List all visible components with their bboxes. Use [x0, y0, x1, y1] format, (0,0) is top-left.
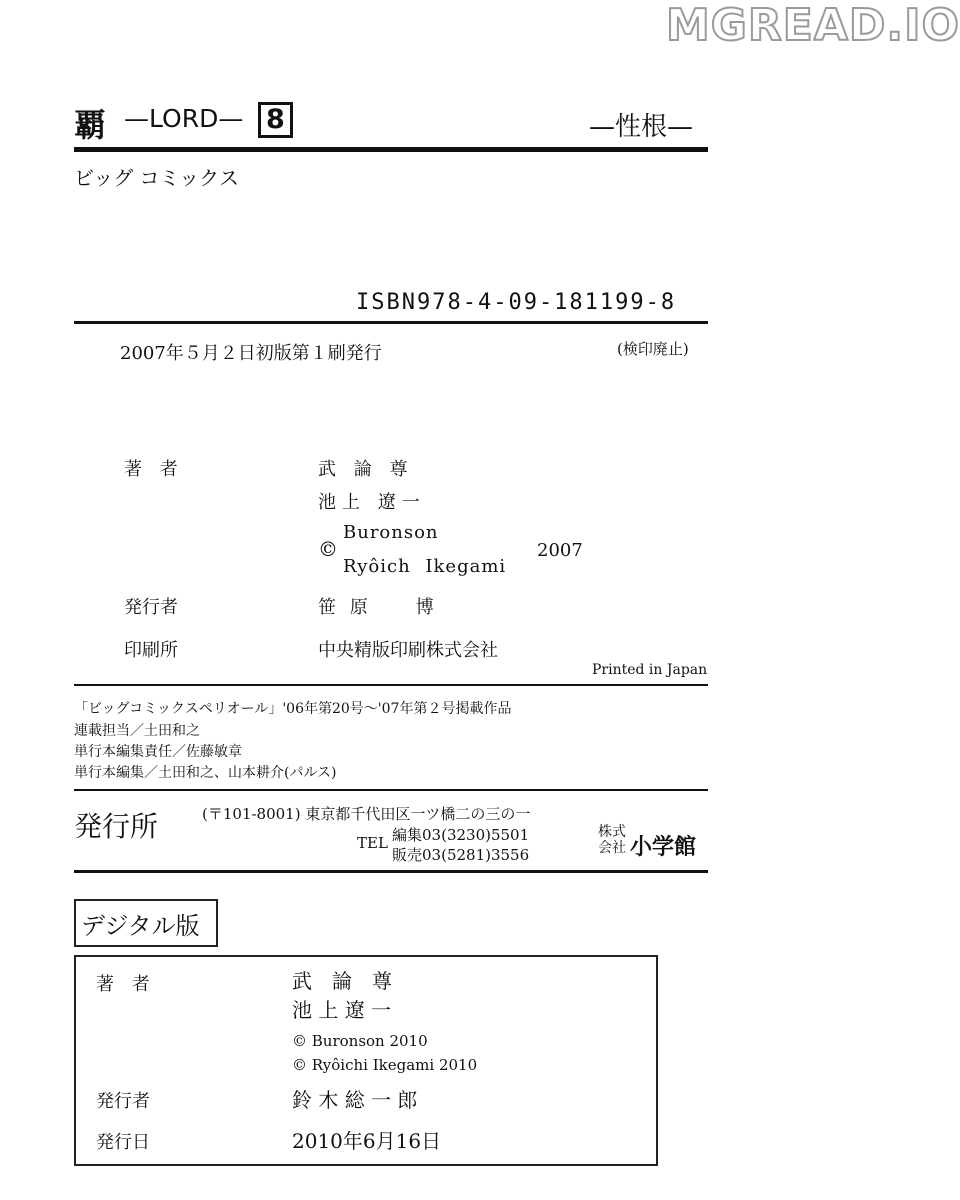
printer-name: 中央精版印刷株式会社 [318, 640, 498, 661]
digital-author-name-1: 武 論 尊 [292, 969, 392, 993]
subtitle: —性根— [589, 112, 694, 142]
publisher-name: 笹 原 博 [318, 597, 438, 618]
imprint-label: ビッグ コミックス [74, 166, 239, 190]
serialization-line-2: 連載担当／土田和之 [74, 723, 200, 739]
digital-heading: デジタル版 [81, 912, 200, 940]
digital-publisher-name: 鈴 木 総 一 郎 [292, 1088, 418, 1112]
volume-number: 8 [258, 102, 293, 138]
edition-date: 2007年５月２日初版第１刷発行 [120, 343, 382, 364]
digital-publisher-label: 発行者 [96, 1091, 150, 1112]
digital-date-label: 発行日 [96, 1132, 150, 1153]
publisher-office-label: 発行所 [74, 810, 159, 843]
publisher-address: (〒101-8001) 東京都千代田区一ツ橋二の三の一 [202, 805, 531, 823]
isbn-rule [74, 321, 708, 324]
serialization-line-4: 単行本編集／土田和之、山本耕介(パルス) [74, 765, 337, 781]
credits-rule [74, 684, 708, 686]
printer-label: 印刷所 [124, 640, 178, 661]
author-name-1: 武 論 尊 [318, 459, 414, 480]
digital-author-name-2: 池 上 遼 一 [292, 998, 392, 1022]
copyright-year: 2007 [537, 540, 583, 561]
copyright-mark: © [318, 537, 338, 561]
printed-in: Printed in Japan [592, 662, 708, 678]
digital-date-value: 2010年6月16日 [292, 1129, 442, 1153]
copyright-name-2: Ryôich Ikegami [343, 556, 507, 577]
company-type-line-2: 会社 [598, 840, 626, 856]
serialization-line-1: 「ビッグコミックスペリオール」'06年第20号～'07年第２号掲載作品 [74, 701, 512, 717]
publisher-rule [74, 870, 708, 873]
digital-copyright-1: © Buronson 2010 [292, 1032, 428, 1050]
author-label: 著 者 [124, 459, 184, 480]
company-type [598, 824, 626, 856]
publisher-label: 発行者 [124, 597, 178, 618]
title-lord: —LORD— [124, 104, 244, 133]
header-rule [74, 147, 708, 152]
copyright-name-1: Buronson [343, 522, 439, 543]
digital-author-label: 著 者 [96, 974, 156, 995]
tel-label: TEL [357, 834, 388, 852]
title-kanji: 覇 [74, 106, 107, 144]
stamp-note: (検印廃止) [617, 340, 689, 358]
author-name-2: 池上 遼一 [318, 492, 426, 513]
company-name: 小学館 [630, 835, 697, 860]
tel-sales: 販売03(5281)3556 [392, 846, 530, 864]
serialization-rule [74, 789, 708, 791]
tel-editorial: 編集03(3230)5501 [392, 826, 530, 844]
isbn: ISBN978-4-09-181199-8 [356, 290, 677, 315]
company-type-line-1: 株式 [598, 824, 626, 840]
digital-copyright-2: © Ryôichi Ikegami 2010 [292, 1056, 478, 1074]
watermark: MGREAD.IO [666, 0, 960, 51]
serialization-line-3: 単行本編集責任／佐藤敏章 [74, 744, 242, 760]
